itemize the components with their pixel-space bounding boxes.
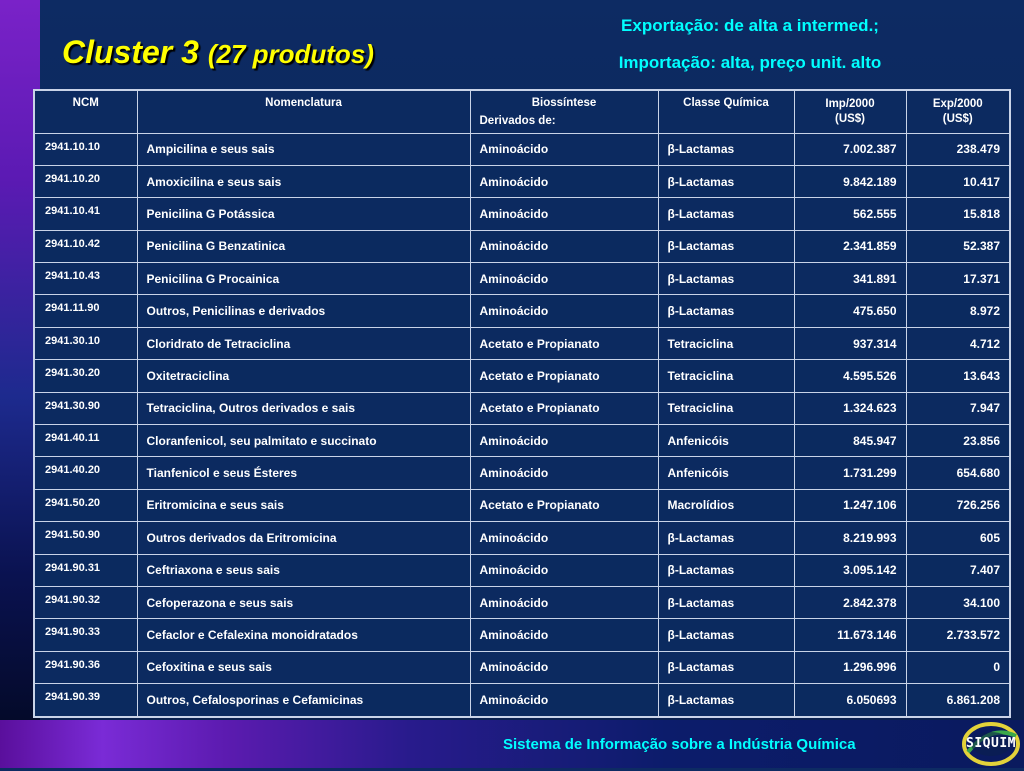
nomenclatura-cell: Tianfenicol e seus Ésteres (137, 457, 470, 489)
ncm-cell: 2941.11.90 (34, 295, 137, 327)
exp-2000-cell: 13.643 (906, 360, 1010, 392)
classe-quimica-cell: β-Lactamas (658, 651, 794, 683)
table-row (34, 522, 1010, 554)
ncm-cell: 2941.90.31 (34, 554, 137, 586)
ncm-cell: 2941.90.33 (34, 619, 137, 651)
biossintese-cell: Aminoácido (470, 133, 658, 165)
imp-2000-cell: 8.219.993 (794, 522, 906, 554)
table-body (34, 133, 1010, 717)
imp-2000-cell: 1.296.996 (794, 651, 906, 683)
imp-2000-cell: 2.341.859 (794, 230, 906, 262)
products-table (33, 89, 1011, 718)
imp-2000-cell: 937.314 (794, 327, 906, 359)
classe-quimica-cell: β-Lactamas (658, 586, 794, 618)
exp-2000-cell: 0 (906, 651, 1010, 683)
table-row (34, 392, 1010, 424)
classe-quimica-cell: β-Lactamas (658, 684, 794, 717)
slide-title-main: Cluster 3 (62, 34, 199, 70)
slide-title (62, 34, 374, 71)
biossintese-cell: Acetato e Propianato (470, 327, 658, 359)
ncm-cell: 2941.40.11 (34, 425, 137, 457)
nomenclatura-cell: Penicilina G Potássica (137, 198, 470, 230)
imp-2000-cell: 7.002.387 (794, 133, 906, 165)
exp-2000-cell: 2.733.572 (906, 619, 1010, 651)
subtitle-import: Importação: alta, preço unit. alto (618, 53, 882, 72)
exp-2000-cell: 8.972 (906, 295, 1010, 327)
table-row (34, 295, 1010, 327)
biossintese-cell: Aminoácido (470, 586, 658, 618)
classe-quimica-cell: β-Lactamas (658, 619, 794, 651)
header-exp-text: Exp/2000 (US$) (932, 98, 983, 125)
exp-2000-cell: 7.947 (906, 392, 1010, 424)
subtitle-export: Exportação: de alta a intermed.; (621, 16, 879, 35)
biossintese-cell: Aminoácido (470, 554, 658, 586)
classe-quimica-cell: β-Lactamas (658, 165, 794, 197)
table-row (34, 230, 1010, 262)
exp-2000-cell: 34.100 (906, 586, 1010, 618)
ncm-cell: 2941.30.90 (34, 392, 137, 424)
imp-2000-cell: 562.555 (794, 198, 906, 230)
ncm-cell: 2941.10.10 (34, 133, 137, 165)
table-row (34, 133, 1010, 165)
biossintese-cell: Aminoácido (470, 198, 658, 230)
imp-2000-cell: 1.731.299 (794, 457, 906, 489)
classe-quimica-cell: β-Lactamas (658, 554, 794, 586)
imp-2000-cell: 341.891 (794, 263, 906, 295)
ncm-cell: 2941.40.20 (34, 457, 137, 489)
ncm-cell: 2941.90.32 (34, 586, 137, 618)
exp-2000-cell: 23.856 (906, 425, 1010, 457)
biossintese-cell: Aminoácido (470, 684, 658, 717)
imp-2000-cell: 11.673.146 (794, 619, 906, 651)
classe-quimica-cell: β-Lactamas (658, 198, 794, 230)
nomenclatura-cell: Ceftriaxona e seus sais (137, 554, 470, 586)
nomenclatura-cell: Penicilina G Procainica (137, 263, 470, 295)
biossintese-cell: Aminoácido (470, 522, 658, 554)
exp-2000-cell: 238.479 (906, 133, 1010, 165)
biossintese-cell: Aminoácido (470, 295, 658, 327)
imp-2000-cell: 2.842.378 (794, 586, 906, 618)
table-header-row (34, 90, 1010, 133)
table-row (34, 360, 1010, 392)
biossintese-cell: Aminoácido (470, 425, 658, 457)
imp-2000-cell: 1.324.623 (794, 392, 906, 424)
header-nomenclatura: Nomenclatura (137, 90, 470, 133)
ncm-cell: 2941.50.20 (34, 489, 137, 521)
exp-2000-cell: 10.417 (906, 165, 1010, 197)
biossintese-cell: Acetato e Propianato (470, 392, 658, 424)
exp-2000-cell: 7.407 (906, 554, 1010, 586)
imp-2000-cell: 3.095.142 (794, 554, 906, 586)
table-row (34, 263, 1010, 295)
table-row (34, 586, 1010, 618)
classe-quimica-cell: Tetraciclina (658, 327, 794, 359)
header-ncm: NCM (34, 90, 137, 133)
exp-2000-cell: 15.818 (906, 198, 1010, 230)
header-imp-2000 (794, 90, 906, 133)
nomenclatura-cell: Eritromicina e seus sais (137, 489, 470, 521)
nomenclatura-cell: Outros, Penicilinas e derivados (137, 295, 470, 327)
table-row (34, 684, 1010, 717)
classe-quimica-cell: β-Lactamas (658, 263, 794, 295)
nomenclatura-cell: Penicilina G Benzatinica (137, 230, 470, 262)
nomenclatura-cell: Amoxicilina e seus sais (137, 165, 470, 197)
nomenclatura-cell: Cloranfenicol, seu palmitato e succinato (137, 425, 470, 457)
classe-quimica-cell: Tetraciclina (658, 392, 794, 424)
nomenclatura-cell: Ampicilina e seus sais (137, 133, 470, 165)
imp-2000-cell: 6.050693 (794, 684, 906, 717)
imp-2000-cell: 475.650 (794, 295, 906, 327)
biossintese-cell: Aminoácido (470, 457, 658, 489)
table-row (34, 198, 1010, 230)
nomenclatura-cell: Cefoxitina e seus sais (137, 651, 470, 683)
ncm-cell: 2941.10.20 (34, 165, 137, 197)
nomenclatura-cell: Tetraciclina, Outros derivados e sais (137, 392, 470, 424)
ncm-cell: 2941.50.90 (34, 522, 137, 554)
ncm-cell: 2941.10.42 (34, 230, 137, 262)
exp-2000-cell: 4.712 (906, 327, 1010, 359)
exp-2000-cell: 726.256 (906, 489, 1010, 521)
classe-quimica-cell: Tetraciclina (658, 360, 794, 392)
ncm-cell: 2941.30.10 (34, 327, 137, 359)
classe-quimica-cell: Macrolídios (658, 489, 794, 521)
ncm-cell: 2941.10.41 (34, 198, 137, 230)
slide-title-count: (27 produtos) (207, 39, 374, 69)
imp-2000-cell: 1.247.106 (794, 489, 906, 521)
classe-quimica-cell: β-Lactamas (658, 295, 794, 327)
nomenclatura-cell: Oxitetraciclina (137, 360, 470, 392)
table-row (34, 425, 1010, 457)
header-imp-text: Imp/2000 (US$) (825, 98, 875, 125)
imp-2000-cell: 4.595.526 (794, 360, 906, 392)
nomenclatura-cell: Outros derivados da Eritromicina (137, 522, 470, 554)
biossintese-cell: Aminoácido (470, 165, 658, 197)
nomenclatura-cell: Cloridrato de Tetraciclina (137, 327, 470, 359)
footer-text: Sistema de Informação sobre a Indústria Química (503, 736, 856, 753)
exp-2000-cell: 654.680 (906, 457, 1010, 489)
exp-2000-cell: 6.861.208 (906, 684, 1010, 717)
table-row (34, 327, 1010, 359)
imp-2000-cell: 845.947 (794, 425, 906, 457)
ncm-cell: 2941.90.39 (34, 684, 137, 717)
table-row (34, 554, 1010, 586)
table-row (34, 651, 1010, 683)
imp-2000-cell: 9.842.189 (794, 165, 906, 197)
biossintese-cell: Acetato e Propianato (470, 360, 658, 392)
nomenclatura-cell: Cefoperazona e seus sais (137, 586, 470, 618)
exp-2000-cell: 605 (906, 522, 1010, 554)
classe-quimica-cell: β-Lactamas (658, 230, 794, 262)
classe-quimica-cell: β-Lactamas (658, 133, 794, 165)
classe-quimica-cell: β-Lactamas (658, 522, 794, 554)
ncm-cell: 2941.30.20 (34, 360, 137, 392)
logo-text: SIQUIM (966, 736, 1016, 751)
table-row (34, 619, 1010, 651)
table-row (34, 165, 1010, 197)
exp-2000-cell: 17.371 (906, 263, 1010, 295)
table-row (34, 457, 1010, 489)
table-row (34, 489, 1010, 521)
header-biossintese-line1: Biossíntese (531, 97, 597, 109)
biossintese-cell: Aminoácido (470, 651, 658, 683)
classe-quimica-cell: Anfenicóis (658, 425, 794, 457)
classe-quimica-cell: Anfenicóis (658, 457, 794, 489)
ncm-cell: 2941.10.43 (34, 263, 137, 295)
biossintese-cell: Aminoácido (470, 263, 658, 295)
nomenclatura-cell: Outros, Cefalosporinas e Cefamicinas (137, 684, 470, 717)
siquim-logo (962, 722, 1020, 766)
biossintese-cell: Aminoácido (470, 230, 658, 262)
exp-2000-cell: 52.387 (906, 230, 1010, 262)
nomenclatura-cell: Cefaclor e Cefalexina monoidratados (137, 619, 470, 651)
ncm-cell: 2941.90.36 (34, 651, 137, 683)
header-biossintese (470, 90, 658, 133)
header-classe-quimica: Classe Química (658, 90, 794, 133)
biossintese-cell: Aminoácido (470, 619, 658, 651)
header-exp-2000 (906, 90, 1010, 133)
header-biossintese-line2: Derivados de: (479, 115, 556, 127)
biossintese-cell: Acetato e Propianato (470, 489, 658, 521)
